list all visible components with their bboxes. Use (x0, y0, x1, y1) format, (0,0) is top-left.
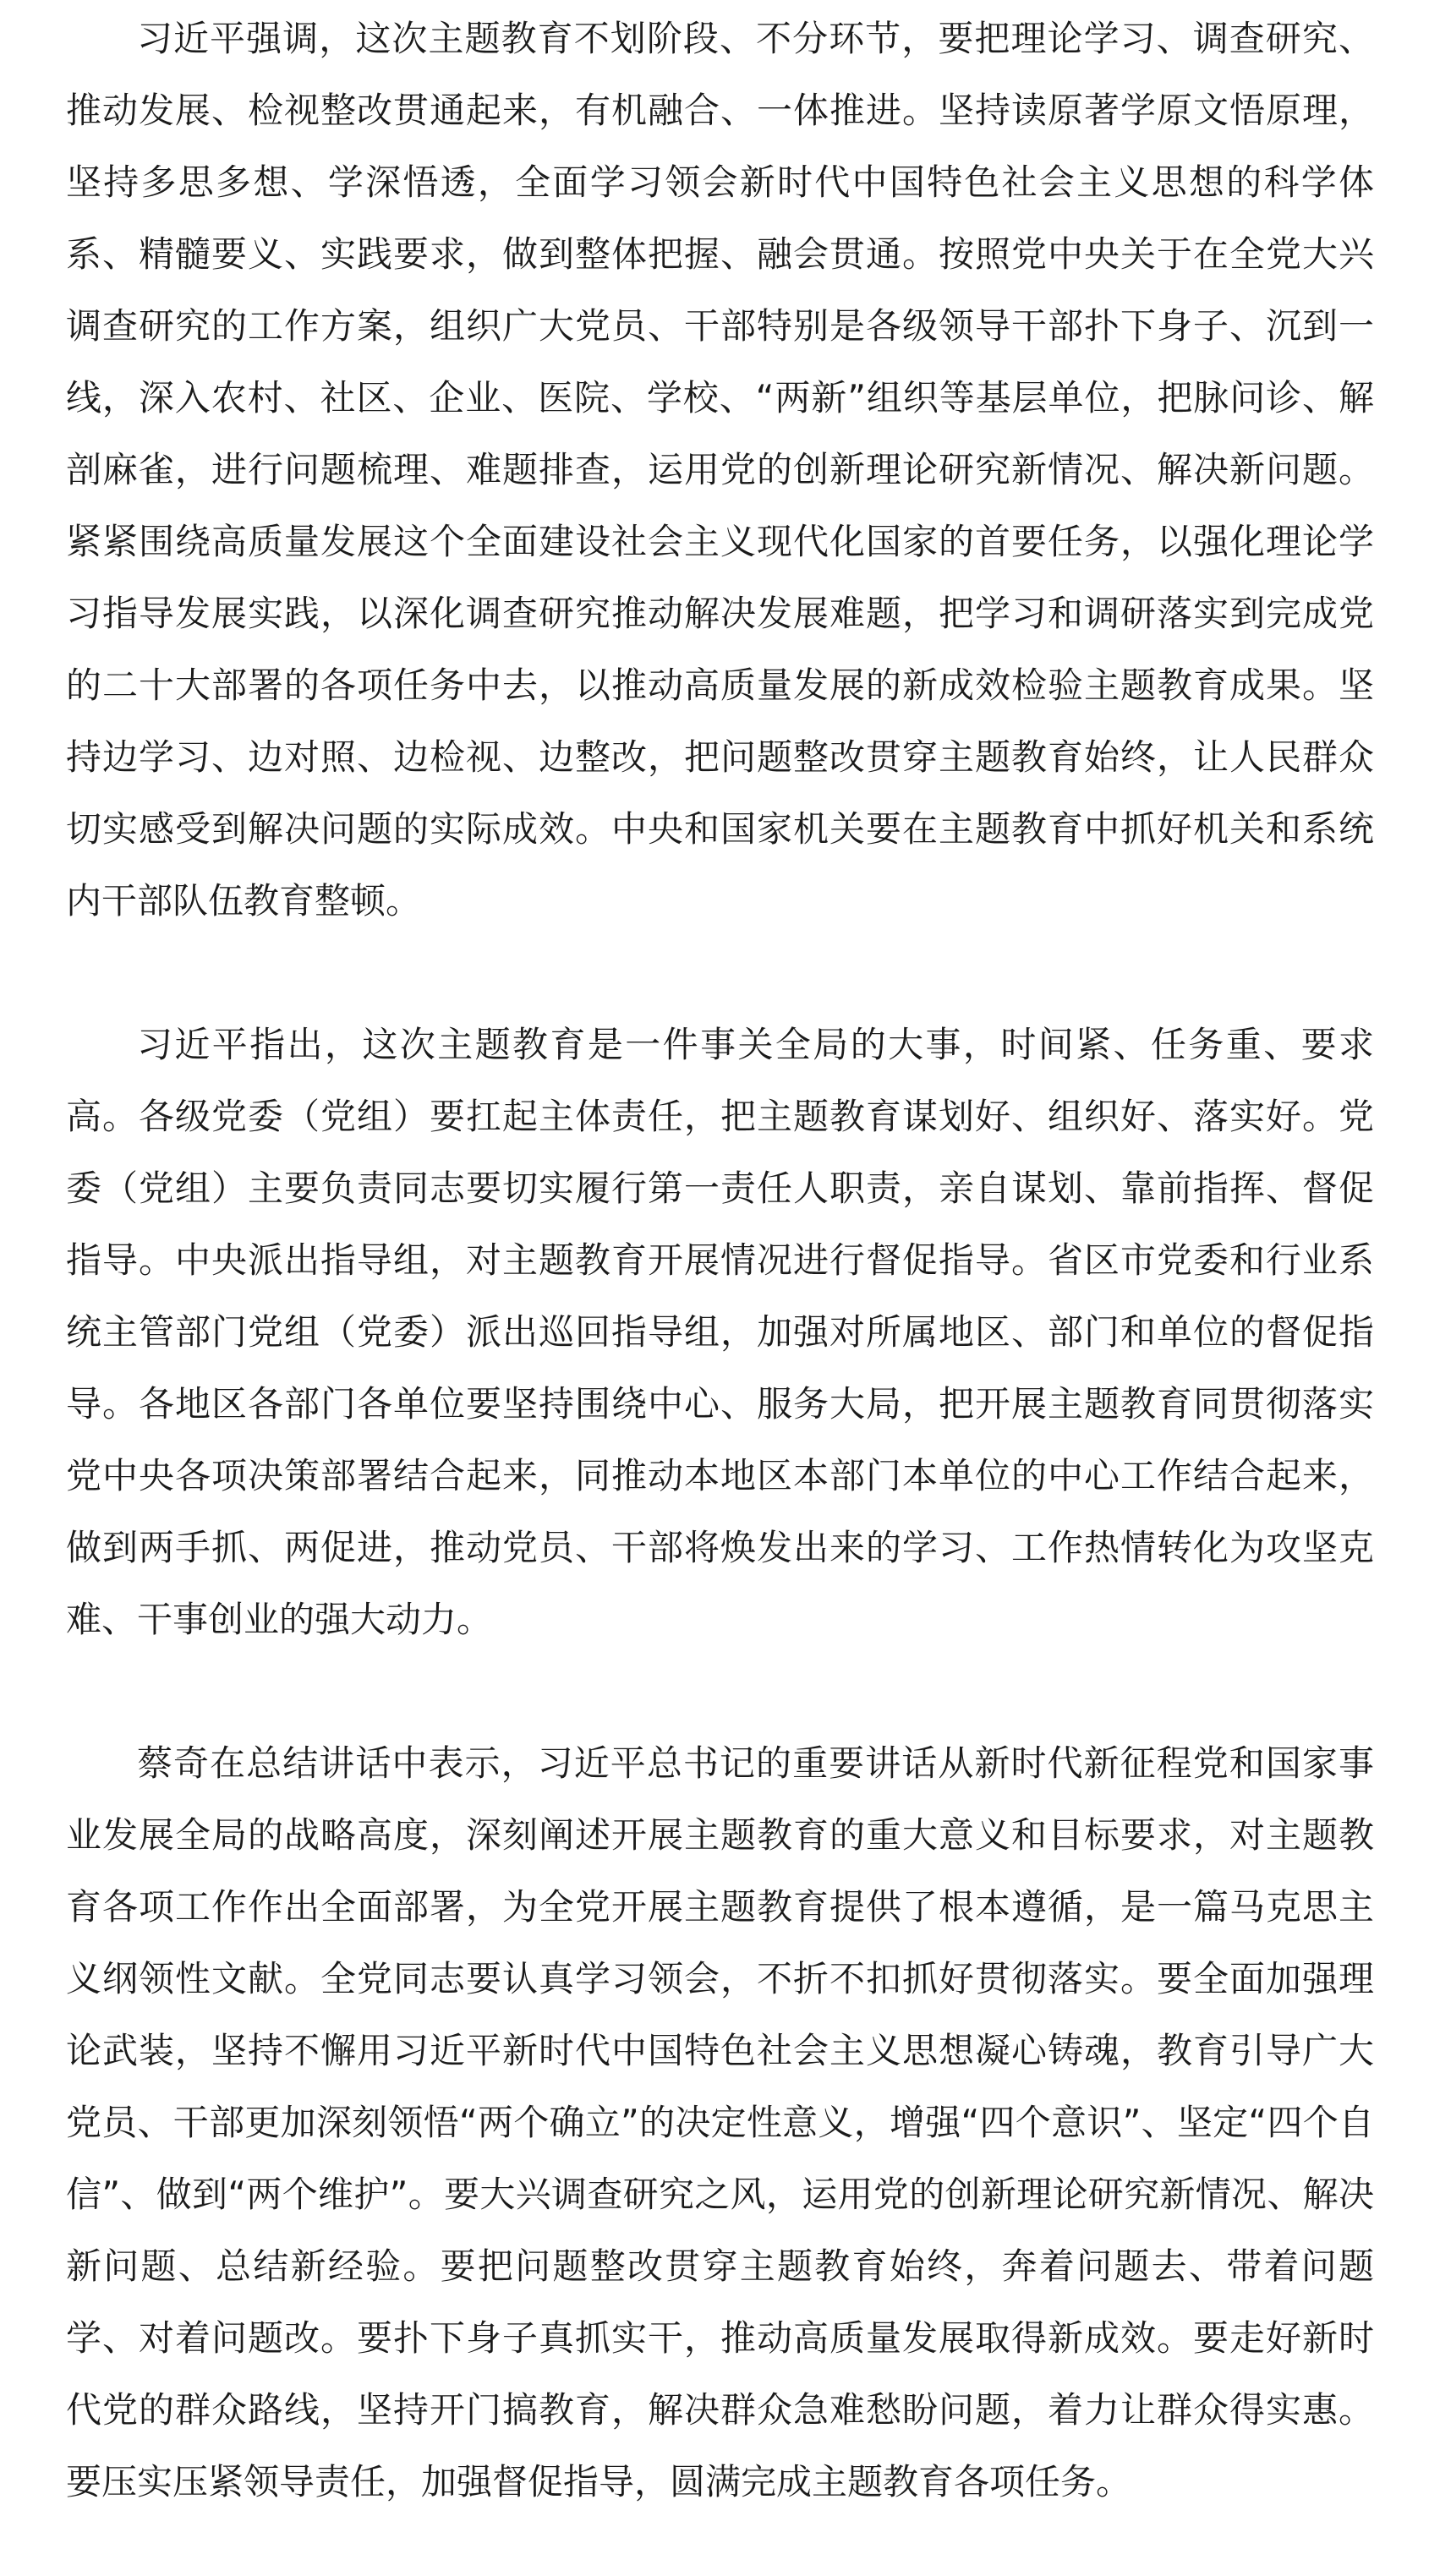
paragraph-1: 习近平强调，这次主题教育不划阶段、不分环节，要把理论学习、调查研究、推动发展、检视整改贯通起来，有机融合、一体推进。坚持读原著学原文悟原理，坚持多思多想、学深悟透，全面学习领会新时代中国特色社会主义思想的科学体系、精髓要义、实践要求，做到整体把握、融会贯通。按照党中央关于在全党大兴调查研究的工作方案，组织广大党员、干部特别是各级领导干部扑下身子、沉到一线，深入农村、社区、企业、医院、学校、“两新”组织等基层单位，把脉问诊、解剖麻雀，进行问题梳理、难题排查，运用党的创新理论研究新情况、解决新问题。紧紧围绕高质量发展这个全面建设社会主义现代化国家的首要任务，以强化理论学习指导发展实践，以深化调查研究推动解决发展难题，把学习和调研落实到完成党的二十大部署的各项任务中去，以推动高质量发展的新成效检验主题教育成果。坚持边学习、边对照、边检视、边整改，把问题整改贯穿主题教育始终，让人民群众切实感受到解决问题的实际成效。中央和国家机关要在主题教育中抓好机关和系统内干部队伍教育整顿。 (66, 18, 1374, 922)
paragraph-3: 蔡奇在总结讲话中表示，习近平总书记的重要讲话从新时代新征程党和国家事业发展全局的战略高度，深刻阐述开展主题教育的重大意义和目标要求，对主题教育各项工作作出全面部署，为全党开展主题教育提供了根本遵循，是一篇马克思主义纲领性文献。全党同志要认真学习领会，不折不扣抓好贯彻落实。要全面加强理论武装，坚持不懈用习近平新时代中国特色社会主义思想凝心铸魂，教育引导广大党员、干部更加深刻领悟“两个确立”的决定性意义，增强“四个意识”、坚定“四个自信”、做到“两个维护”。要大兴调查研究之风，运用党的创新理论研究新情况、解决新问题、总结新经验。要把问题整改贯穿主题教育始终，奔着问题去、带着问题学、对着问题改。要扑下身子真抓实干，推动高质量发展取得新成效。要走好新时代党的群众路线，坚持开门搞教育，解决群众急难愁盼问题，着力让群众得实惠。要压实压紧领导责任，加强督促指导，圆满完成主题教育各项任务。 (66, 1742, 1374, 2502)
paragraph-2: 习近平指出，这次主题教育是一件事关全局的大事，时间紧、任务重、要求高。各级党委（党组）要扛起主体责任，把主题教育谋划好、组织好、落实好。党委（党组）主要负责同志要切实履行第一责任人职责，亲自谋划、靠前指挥、督促指导。中央派出指导组，对主题教育开展情况进行督促指导。省区市党委和行业系统主管部门党组（党委）派出巡回指导组，加强对所属地区、部门和单位的督促指导。各地区各部门各单位要坚持围绕中心、服务大局，把开展主题教育同贯彻落实党中央各项决策部署结合起来，同推动本地区本部门本单位的中心工作结合起来，做到两手抓、两促进，推动党员、干部将焕发出来的学习、工作热情转化为攻坚克难、干事创业的强大动力。 (66, 1024, 1374, 1640)
paragraph-gap (66, 937, 1374, 1009)
paragraph-gap (66, 1655, 1374, 1727)
